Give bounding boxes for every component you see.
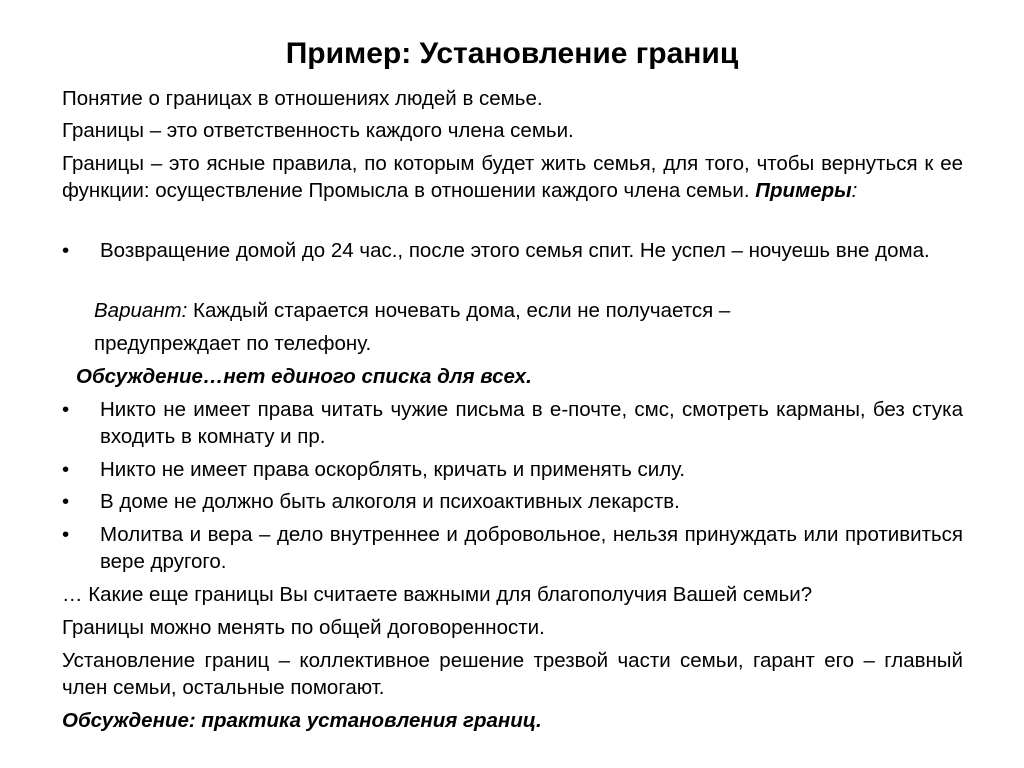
bullet-marker: • bbox=[62, 490, 70, 513]
paragraph-responsibility: Границы – это ответственность каждого члена семьи. bbox=[62, 119, 574, 142]
variant-label: Вариант: bbox=[94, 299, 188, 322]
bullet-no-alcohol: В доме не должно быть алкоголя и психоактивных лекарств. bbox=[100, 490, 680, 513]
bullet-marker: • bbox=[62, 458, 70, 481]
question-other-boundaries: … Какие еще границы Вы считаете важными для благополучия Вашей семьи? bbox=[62, 583, 813, 606]
variant-line bbox=[94, 297, 963, 324]
discussion-heading-1: Обсуждение…нет единого списка для всех. bbox=[76, 365, 532, 388]
paragraph-setup: Установление границ – коллективное решение трезвой части семьи, гарант его – главный член семьи, остальные помогают. bbox=[62, 649, 963, 699]
bullet-privacy: Никто не имеет права читать чужие письма в е-почте, смс, смотреть карманы, без стука входить в комнату и пр. bbox=[100, 398, 963, 448]
examples-label: Примеры bbox=[755, 179, 852, 202]
bullet-marker: • bbox=[62, 239, 70, 262]
bullet-marker: • bbox=[62, 398, 70, 421]
page-title: Пример: Установление границ bbox=[285, 37, 739, 70]
paragraph-rules-text: Границы – это ясные правила, по которым будет жить семья, для того, чтобы вернуться к ее функции: осуществление Промысла в отношении каждого члена семьи. bbox=[62, 152, 963, 202]
bullet-faith: Молитва и вера – дело внутреннее и добровольное, нельзя принуждать или противиться вере другого. bbox=[100, 523, 963, 573]
variant-text: Каждый старается ночевать дома, если не получается – bbox=[187, 299, 731, 322]
bullet-marker: • bbox=[62, 523, 70, 546]
bullet-return-home: Возвращение домой до 24 час., после этого семья спит. Не успел – ночуешь вне дома. bbox=[100, 239, 930, 262]
discussion-heading-2: Обсуждение: практика установления границ. bbox=[62, 709, 542, 732]
bullet-no-violence: Никто не имеет права оскорблять, кричать и применять силу. bbox=[100, 458, 686, 481]
variant-line-2: предупреждает по телефону. bbox=[94, 332, 372, 355]
paragraph-concept: Понятие о границах в отношениях людей в семье. bbox=[62, 87, 543, 110]
examples-colon: : bbox=[851, 179, 858, 202]
paragraph-rules bbox=[62, 150, 963, 204]
paragraph-change: Границы можно менять по общей договоренности. bbox=[62, 616, 545, 639]
